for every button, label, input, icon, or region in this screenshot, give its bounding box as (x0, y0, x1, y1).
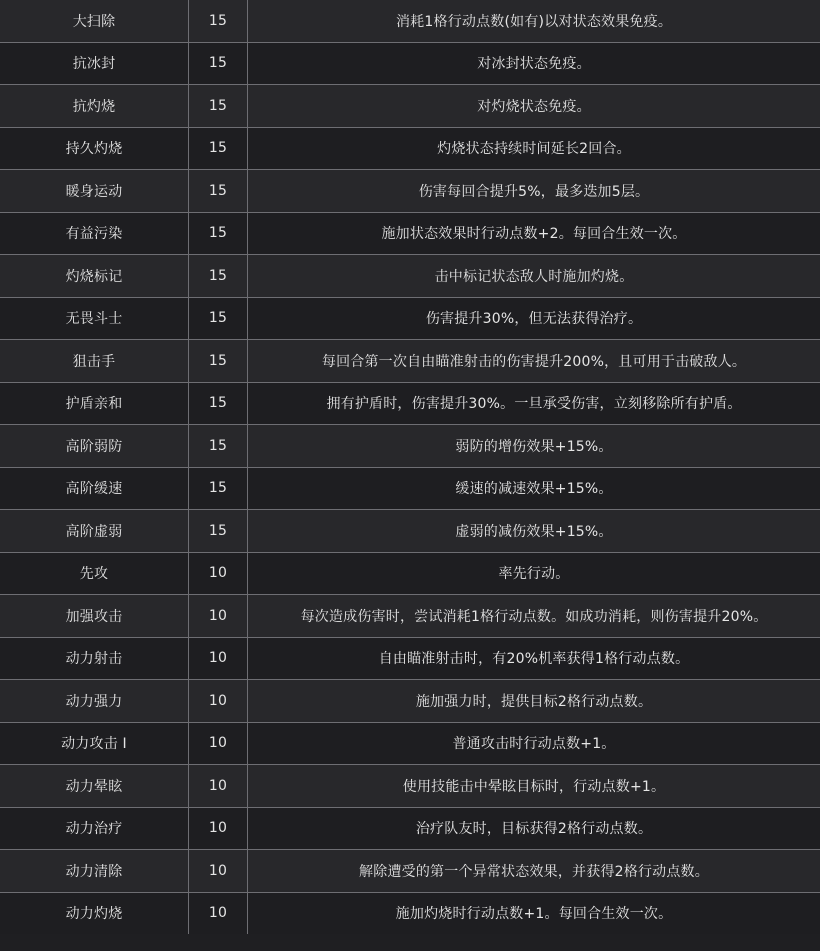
perk-description: 对冰封状态免疫。 (247, 43, 820, 85)
perk-cost: 15 (188, 468, 247, 510)
perk-cost: 10 (188, 680, 247, 722)
perk-description: 虚弱的减伤效果+15%。 (247, 510, 820, 552)
table-row (0, 212, 820, 255)
table-row (0, 722, 820, 765)
perk-cost: 15 (188, 298, 247, 340)
perk-cost: 15 (188, 255, 247, 297)
perk-description: 治疗队友时，目标获得2格行动点数。 (247, 808, 820, 850)
perk-name: 持久灼烧 (65, 141, 123, 158)
table-row (0, 42, 820, 85)
perk-cost: 15 (188, 0, 247, 42)
perk-description: 施加状态效果时行动点数+2。每回合生效一次。 (247, 213, 820, 255)
perk-name: 有益污染 (65, 226, 123, 243)
perk-cost: 15 (188, 170, 247, 212)
perk-name: 暖身运动 (65, 183, 123, 200)
perk-description: 率先行动。 (247, 553, 820, 595)
perk-description: 解除遭受的第一个异常状态效果，并获得2格行动点数。 (247, 850, 820, 892)
table-row (0, 637, 820, 680)
perk-description: 普通攻击时行动点数+1。 (247, 723, 820, 765)
perk-description: 每回合第一次自由瞄准射击的伤害提升200%，且可用于击破敌人。 (247, 340, 820, 382)
perk-cost: 10 (188, 723, 247, 765)
perk-description: 使用技能击中晕眩目标时，行动点数+1。 (247, 765, 820, 807)
perk-cost: 15 (188, 340, 247, 382)
perk-name: 先攻 (79, 566, 109, 583)
perk-cost: 15 (188, 213, 247, 255)
table-row (0, 339, 820, 382)
perk-name: 抗冰封 (72, 56, 116, 73)
table-row (0, 467, 820, 510)
perk-name: 高阶虚弱 (65, 523, 123, 540)
perk-description: 施加强力时，提供目标2格行动点数。 (247, 680, 820, 722)
perk-cost: 15 (188, 425, 247, 467)
perk-cost: 10 (188, 553, 247, 595)
perk-description: 灼烧状态持续时间延长2回合。 (247, 128, 820, 170)
perk-name: 无畏斗士 (65, 311, 123, 328)
perk-description: 缓速的减速效果+15%。 (247, 468, 820, 510)
table-row (0, 254, 820, 297)
table-row (0, 509, 820, 552)
perk-cost: 15 (188, 510, 247, 552)
perk-cost: 15 (188, 128, 247, 170)
perk-cost: 10 (188, 595, 247, 637)
perk-name: 动力治疗 (65, 821, 123, 838)
perk-description: 伤害每回合提升5%，最多迭加5层。 (247, 170, 820, 212)
table-row (0, 807, 820, 850)
table-row (0, 552, 820, 595)
perk-name: 动力强力 (65, 693, 123, 710)
table-row (0, 297, 820, 340)
table-row (0, 169, 820, 212)
perk-description: 击中标记状态敌人时施加灼烧。 (247, 255, 820, 297)
perk-description: 消耗1格行动点数(如有)以对状态效果免疫。 (247, 0, 820, 42)
perk-name: 大扫除 (72, 13, 116, 30)
table-row (0, 424, 820, 467)
table-row (0, 84, 820, 127)
table-row (0, 382, 820, 425)
perk-name: 灼烧标记 (65, 268, 123, 285)
perk-description: 自由瞄准射击时，有20%机率获得1格行动点数。 (247, 638, 820, 680)
table-row (0, 127, 820, 170)
perk-description: 施加灼烧时行动点数+1。每回合生效一次。 (247, 893, 820, 935)
perk-cost: 15 (188, 383, 247, 425)
perk-name: 高阶弱防 (65, 438, 123, 455)
table-row (0, 594, 820, 637)
perk-name: 抗灼烧 (72, 98, 116, 115)
perk-name: 加强攻击 (65, 608, 123, 625)
perk-description: 弱防的增伤效果+15%。 (247, 425, 820, 467)
perk-cost: 15 (188, 43, 247, 85)
table-row (0, 849, 820, 892)
perk-cost: 10 (188, 808, 247, 850)
perk-cost: 10 (188, 765, 247, 807)
perk-name: 护盾亲和 (65, 396, 123, 413)
perk-name: 动力攻击 I (61, 736, 127, 753)
table-row (0, 679, 820, 722)
perk-description: 对灼烧状态免疫。 (247, 85, 820, 127)
perk-name: 高阶缓速 (65, 481, 123, 498)
table-row (0, 892, 820, 935)
perk-description: 每次造成伤害时，尝试消耗1格行动点数。如成功消耗，则伤害提升20%。 (247, 595, 820, 637)
table-row (0, 0, 820, 42)
perk-name: 狙击手 (72, 353, 116, 370)
perk-cost: 10 (188, 638, 247, 680)
perk-cost: 10 (188, 850, 247, 892)
perk-description: 拥有护盾时，伤害提升30%。一旦承受伤害，立刻移除所有护盾。 (247, 383, 820, 425)
perk-description: 伤害提升30%，但无法获得治疗。 (247, 298, 820, 340)
table-row (0, 764, 820, 807)
perk-name: 动力灼烧 (65, 906, 123, 923)
perk-name: 动力清除 (65, 863, 123, 880)
perk-name: 动力射击 (65, 651, 123, 668)
perk-cost: 15 (188, 85, 247, 127)
perk-name: 动力晕眩 (65, 778, 123, 795)
perk-cost: 10 (188, 893, 247, 935)
